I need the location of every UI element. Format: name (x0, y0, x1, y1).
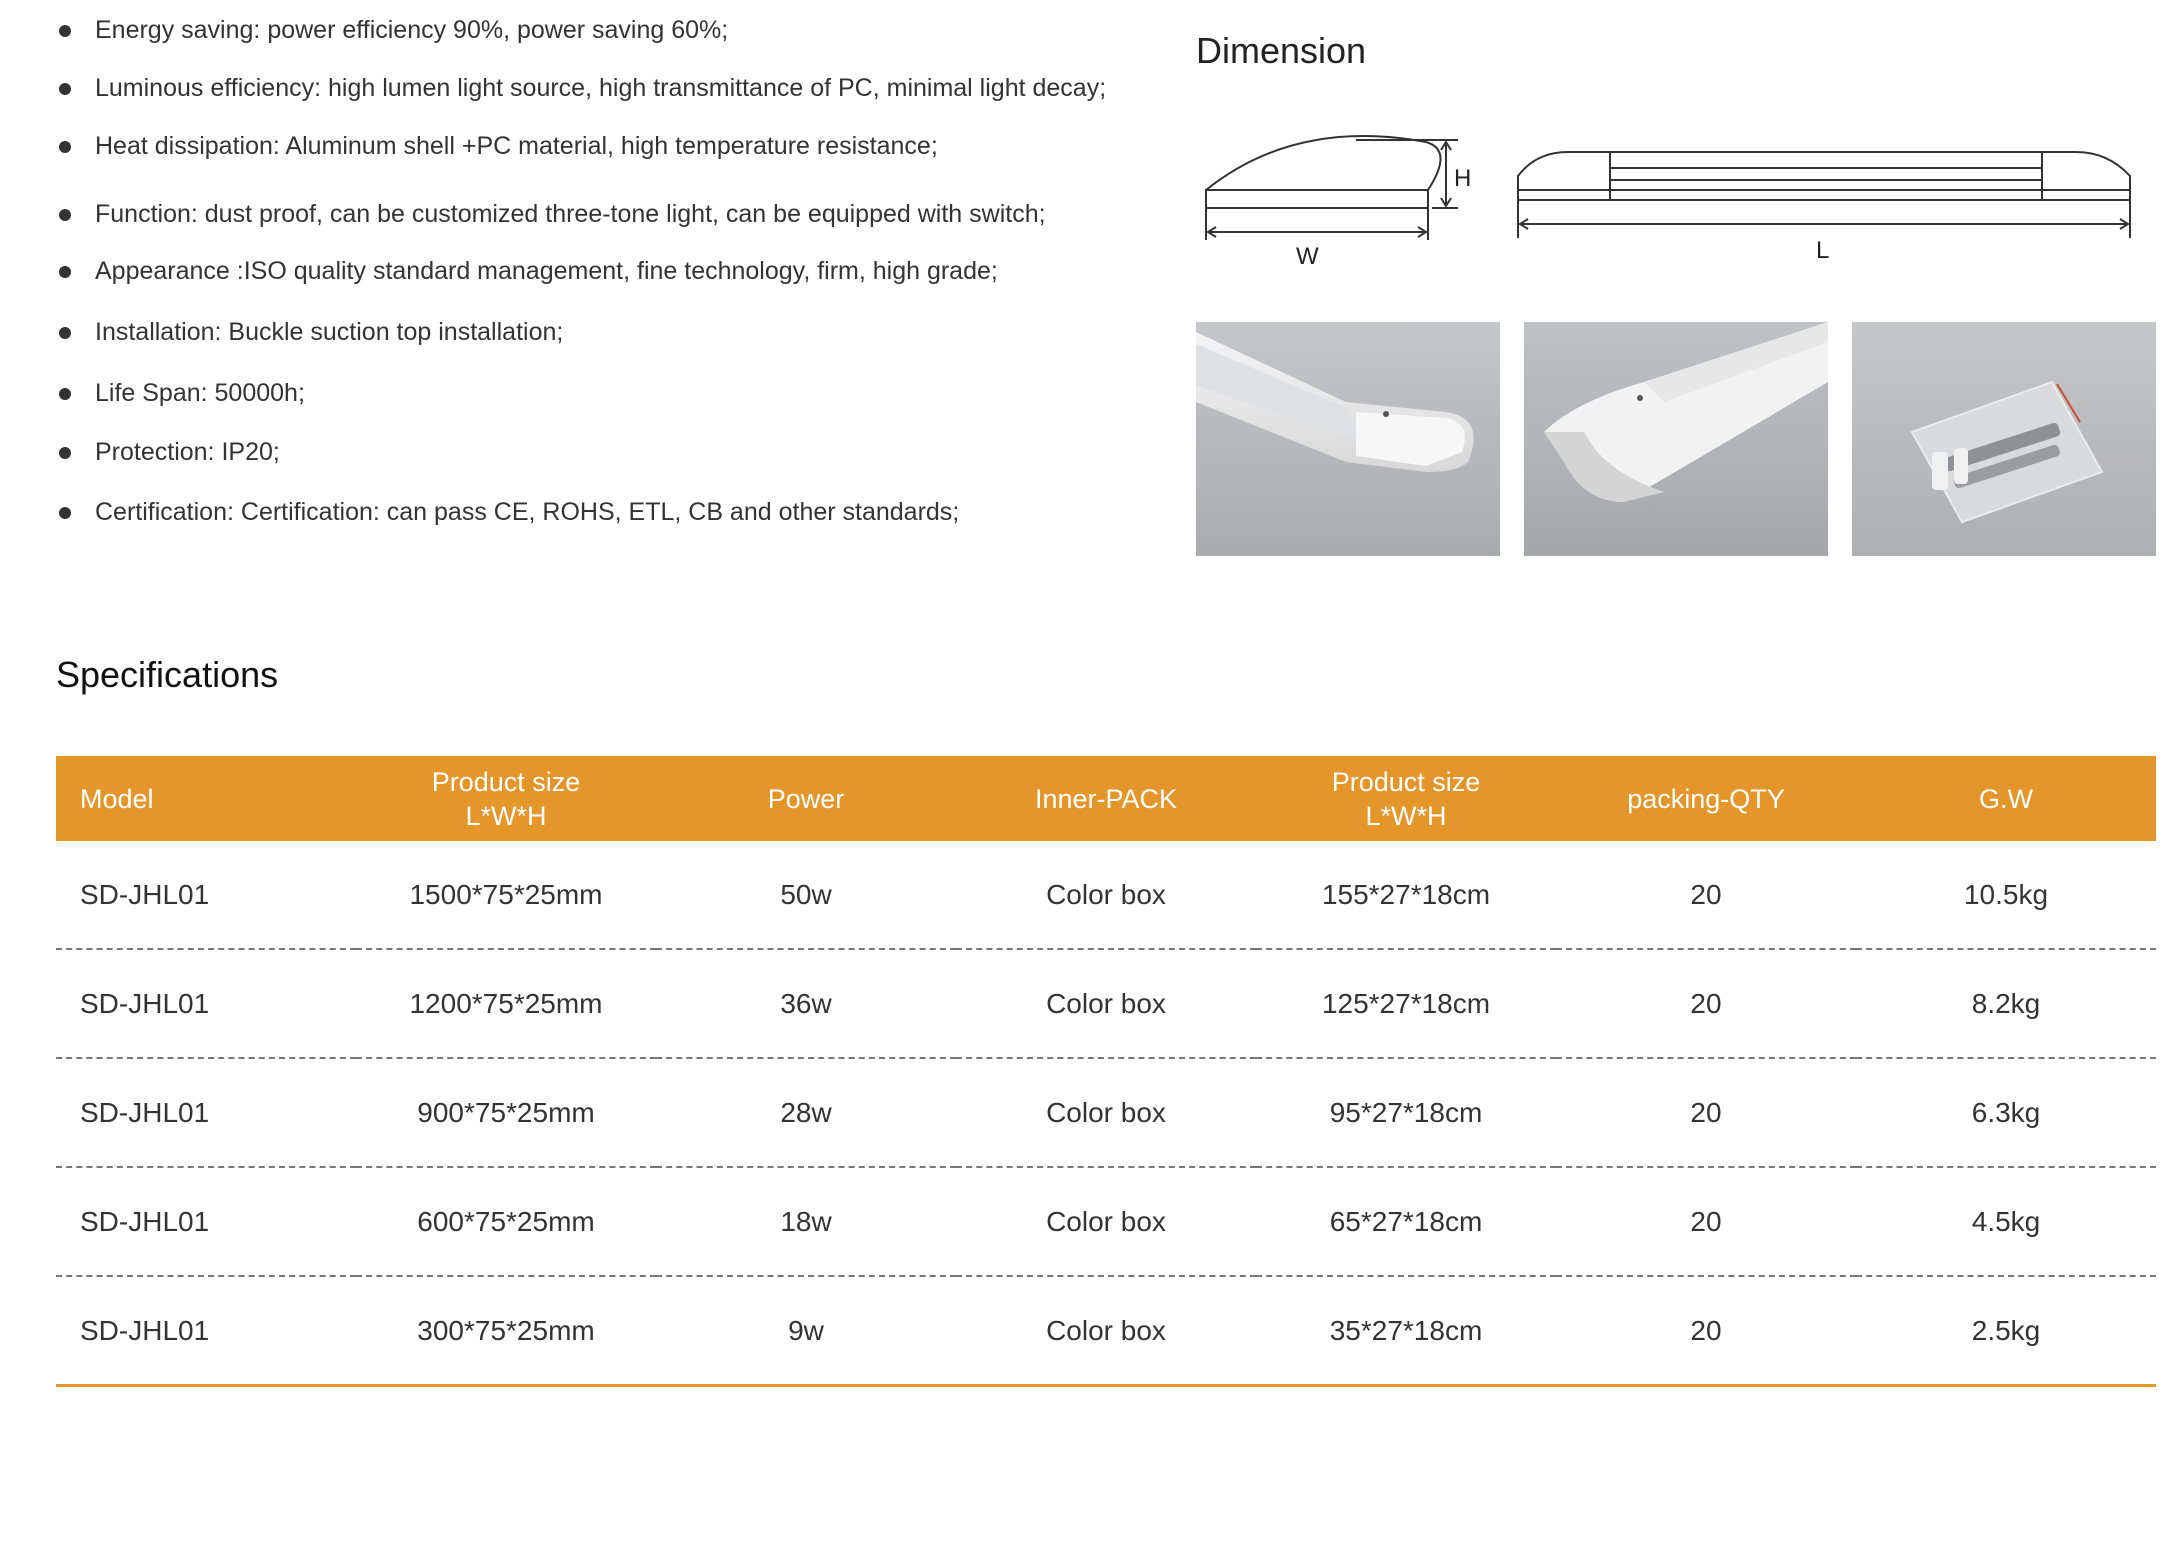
cell-product-size: 1500*75*25mm (356, 841, 656, 949)
bullet-icon (59, 327, 71, 339)
cell-model: SD-JHL01 (56, 1058, 356, 1167)
feature-item (56, 72, 1106, 104)
cell-pack-size: 65*27*18cm (1256, 1167, 1556, 1276)
cell-packing-qty: 20 (1556, 1276, 1856, 1386)
cell-inner-pack: Color box (956, 1058, 1256, 1167)
cell-model: SD-JHL01 (56, 1167, 356, 1276)
cell-packing-qty: 20 (1556, 949, 1856, 1058)
header-power: Power (656, 756, 956, 841)
cell-pack-size: 95*27*18cm (1256, 1058, 1556, 1167)
header-inner-pack: Inner-PACK (956, 756, 1256, 841)
header-packing-qty: packing-QTY (1556, 756, 1856, 841)
height-label: H (1454, 165, 1472, 192)
cell-inner-pack: Color box (956, 949, 1256, 1058)
header-product-size (356, 756, 656, 841)
table-row (56, 1276, 2156, 1386)
header-product-size-line2: L*W*H (465, 800, 547, 831)
bullet-icon (59, 266, 71, 278)
feature-item (56, 14, 728, 46)
cell-inner-pack: Color box (956, 841, 1256, 949)
bullet-icon (59, 447, 71, 459)
cell-power: 18w (656, 1167, 956, 1276)
feature-text: Energy saving: power efficiency 90%, power saving 60%; (95, 16, 729, 44)
cell-inner-pack: Color box (956, 1167, 1256, 1276)
table-row (56, 949, 2156, 1058)
feature-item (56, 255, 998, 287)
product-photo-accessory-bag (1852, 322, 2156, 556)
cell-power: 36w (656, 949, 956, 1058)
feature-item (56, 316, 563, 348)
cell-product-size: 600*75*25mm (356, 1167, 656, 1276)
cell-packing-qty: 20 (1556, 841, 1856, 949)
cell-product-size: 300*75*25mm (356, 1276, 656, 1386)
cell-product-size: 1200*75*25mm (356, 949, 656, 1058)
feature-text: Installation: Buckle suction top installation; (95, 318, 564, 346)
width-label: W (1296, 243, 1319, 270)
cell-model: SD-JHL01 (56, 949, 356, 1058)
bullet-icon (59, 141, 71, 153)
feature-item (56, 436, 280, 468)
header-pack-size (1256, 756, 1556, 841)
feature-item (56, 198, 1046, 230)
cell-model: SD-JHL01 (56, 1276, 356, 1386)
cell-pack-size: 35*27*18cm (1256, 1276, 1556, 1386)
feature-text: Luminous efficiency: high lumen light source, high transmittance of PC, minimal light decay; (95, 74, 1107, 102)
cell-packing-qty: 20 (1556, 1167, 1856, 1276)
cell-model: SD-JHL01 (56, 841, 356, 949)
feature-item (56, 496, 959, 528)
bullet-icon (59, 83, 71, 95)
side-view-drawing (1518, 152, 2130, 238)
feature-item (56, 130, 938, 162)
cell-pack-size: 155*27*18cm (1256, 841, 1556, 949)
cell-product-size: 900*75*25mm (356, 1058, 656, 1167)
header-gross-weight: G.W (1856, 756, 2156, 841)
bullet-icon (59, 507, 71, 519)
feature-text: Appearance :ISO quality standard management, fine technology, firm, high grade; (95, 257, 998, 285)
cell-power: 50w (656, 841, 956, 949)
cell-gross-weight: 2.5kg (1856, 1276, 2156, 1386)
feature-text: Protection: IP20; (95, 438, 280, 466)
bullet-icon (59, 209, 71, 221)
feature-text: Certification: Certification: can pass CE, ROHS, ETL, CB and other standards; (95, 498, 960, 526)
feature-text: Function: dust proof, can be customized three-tone light, can be equipped with switch; (95, 200, 1046, 228)
length-label: L (1816, 237, 1830, 264)
product-photo-end-cap (1196, 322, 1500, 556)
cell-gross-weight: 10.5kg (1856, 841, 2156, 949)
cell-gross-weight: 6.3kg (1856, 1058, 2156, 1167)
table-header-row (56, 756, 2156, 841)
cross-section-drawing (1206, 136, 1458, 240)
dimension-diagram (1196, 128, 2156, 288)
cell-inner-pack: Color box (956, 1276, 1256, 1386)
bullet-icon (59, 388, 71, 400)
header-product-size-line1: Product size (431, 766, 581, 797)
cell-gross-weight: 8.2kg (1856, 949, 2156, 1058)
cell-pack-size: 125*27*18cm (1256, 949, 1556, 1058)
bullet-icon (59, 25, 71, 37)
feature-text: Life Span: 50000h; (95, 379, 305, 407)
cell-gross-weight: 4.5kg (1856, 1167, 2156, 1276)
specifications-table (56, 756, 2156, 1387)
feature-text: Heat dissipation: Aluminum shell +PC material, high temperature resistance; (95, 132, 938, 160)
cell-power: 28w (656, 1058, 956, 1167)
table-row (56, 1167, 2156, 1276)
dimension-title: Dimension (1196, 30, 1367, 71)
cell-power: 9w (656, 1276, 956, 1386)
header-pack-size-line2: L*W*H (1365, 800, 1447, 831)
table-row (56, 1058, 2156, 1167)
cell-packing-qty: 20 (1556, 1058, 1856, 1167)
table-row (56, 841, 2156, 949)
specifications-title: Specifications (56, 654, 279, 695)
feature-item (56, 377, 305, 409)
header-pack-size-line1: Product size (1331, 766, 1481, 797)
header-model: Model (56, 756, 356, 841)
product-photo-angle (1524, 322, 1828, 556)
